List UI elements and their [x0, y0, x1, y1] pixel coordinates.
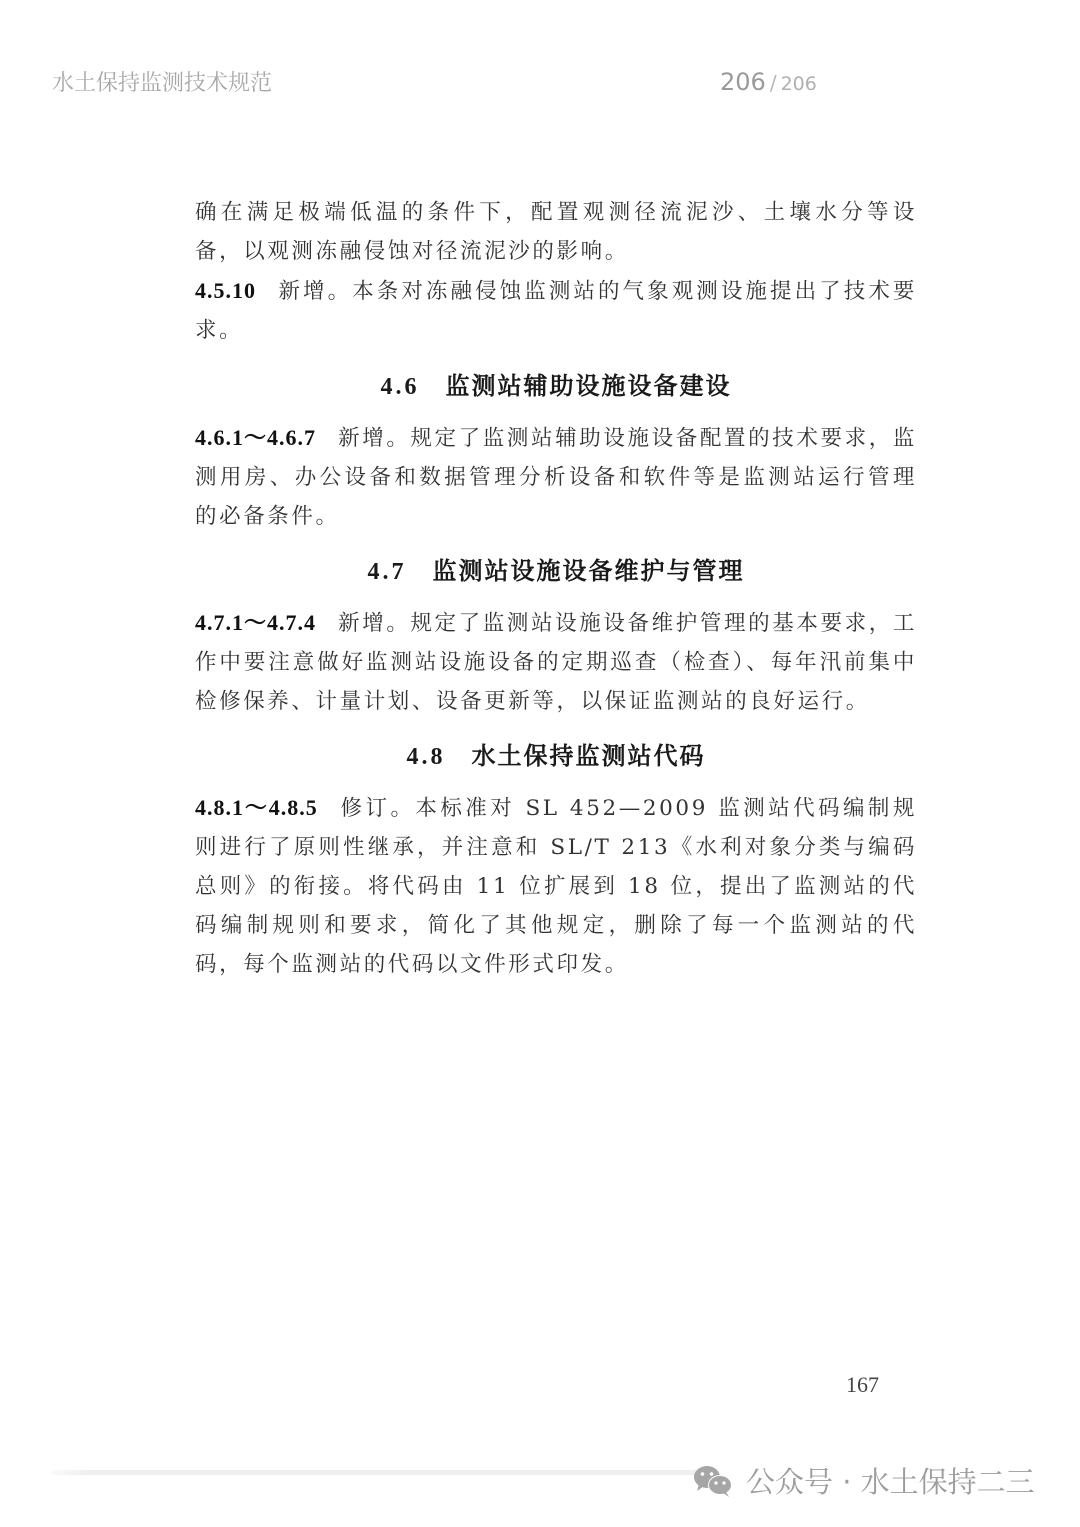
document-body: [195, 193, 917, 984]
clause-number: 4.5.10: [195, 278, 256, 303]
clause-4-5-10: [195, 271, 917, 350]
clause-4-6: [195, 418, 917, 536]
section-title: 水土保持监测站代码: [471, 742, 706, 770]
page-counter: [720, 68, 817, 96]
wechat-icon: [692, 1464, 734, 1498]
page-total: 206: [780, 73, 817, 95]
page-current: 206: [720, 68, 766, 96]
clause-text: 新增。规定了监测站设施设备维护管理的基本要求，工作中要注意做好监测站设施设备的定期巡查（检查）、每年汛前集中检修保养、计量计划、设备更新等，以保证监测站的良好运行。: [195, 611, 917, 714]
footer-divider: [52, 1470, 702, 1475]
section-heading-4-6: [195, 367, 917, 406]
printed-page-number: 167: [846, 1372, 879, 1397]
section-number: 4.8: [406, 744, 446, 770]
clause-text: 新增。本条对冻融侵蚀监测站的气象观测设施提出了技术要求。: [195, 279, 917, 343]
section-heading-4-7: [195, 552, 917, 591]
section-title: 监测站设施设备维护与管理: [432, 557, 745, 585]
clause-4-7: [195, 603, 917, 721]
watermark: [692, 1460, 1035, 1501]
page-separator: /: [769, 71, 777, 95]
clause-number: 4.8.1～4.8.5: [195, 795, 318, 820]
clause-number: 4.6.1～4.6.7: [195, 425, 317, 450]
clause-4-8: [195, 788, 917, 984]
section-title: 监测站辅助设施设备建设: [445, 372, 732, 400]
section-heading-4-8: [195, 737, 917, 776]
clause-text: 修订。本标准对 SL 452—2009 监测站代码编制规则进行了原则性继承，并注意和 SL/T 213《水利对象分类与编码总则》的衔接。将代码由 11 位扩展到 18 位，提出了监测站的代码编制规则和要求，简化了其他规定，删除了每一个监测站的代码，每个监测站的代码以文件形式印发。: [195, 796, 917, 977]
doc-header-title: 水土保持监测技术规范: [52, 71, 273, 96]
section-number: 4.7: [367, 559, 407, 585]
continuation-paragraph: 确在满足极端低温的条件下，配置观测径流泥沙、土壤水分等设备，以观测冻融侵蚀对径流泥沙的影响。: [195, 200, 917, 264]
clause-number: 4.7.1～4.7.4: [195, 610, 317, 635]
clause-text: 新增。规定了监测站辅助设施设备配置的技术要求，监测用房、办公设备和数据管理分析设备和软件等是监测站运行管理的必备条件。: [195, 426, 917, 529]
watermark-text: 公众号 · 水土保持二三: [746, 1465, 1035, 1499]
section-number: 4.6: [380, 374, 420, 400]
